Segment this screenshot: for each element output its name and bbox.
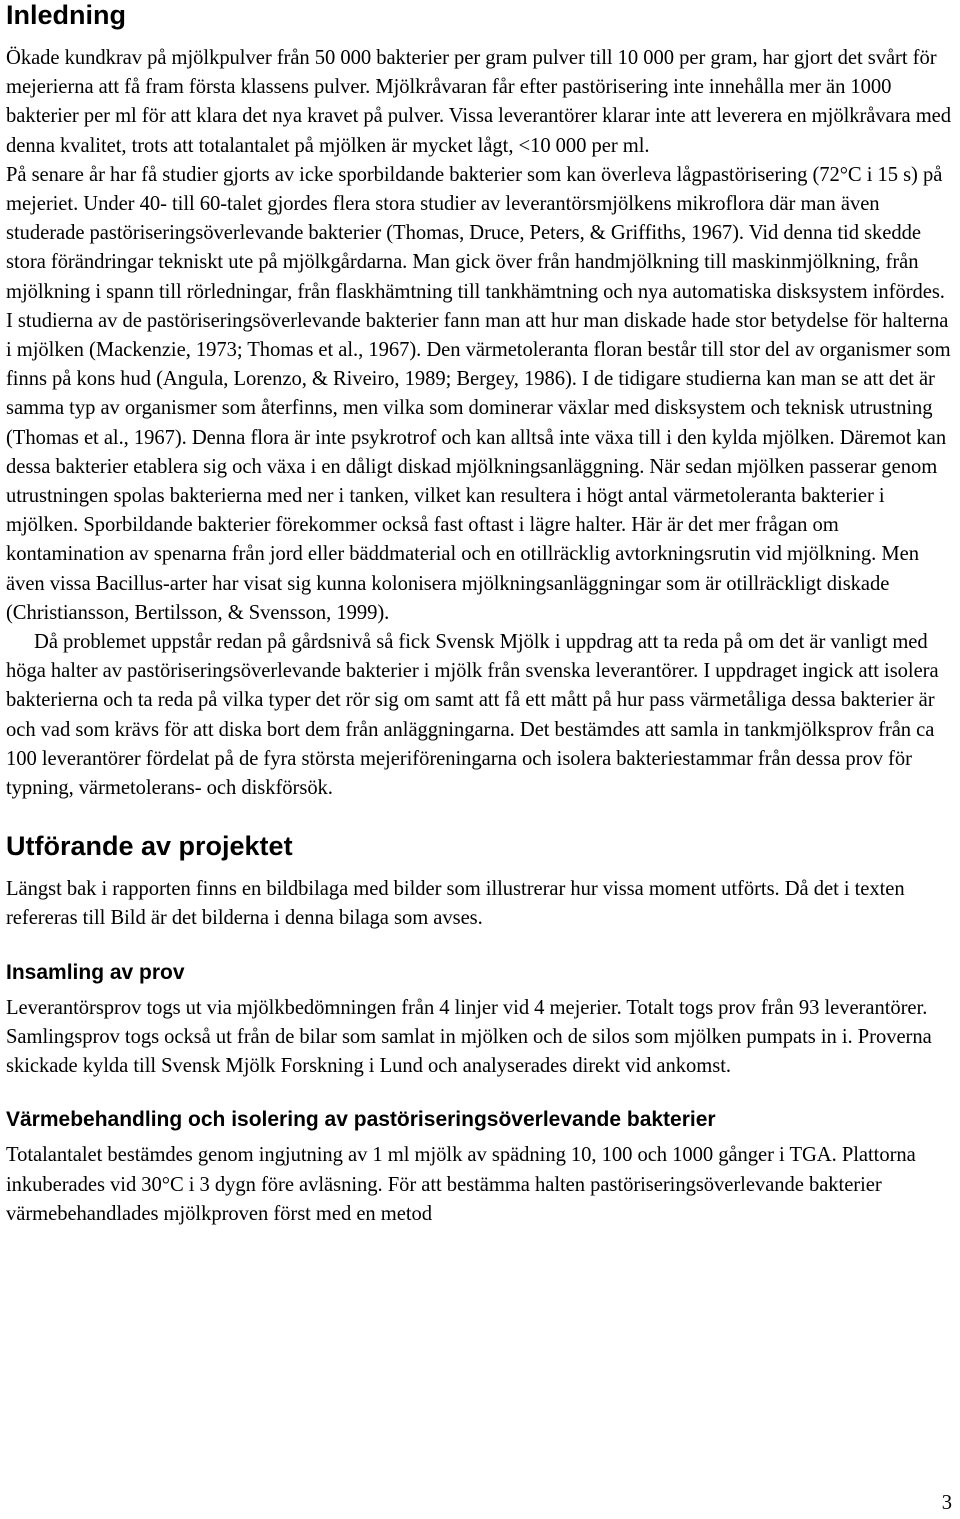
sampling-paragraph: Leverantörsprov togs ut via mjölkbedömningen från 4 linjer vid 4 mejerier. Totalt togs prov från 93 leverantörer. Samlingsprov togs också ut från de bilar som samlat in mjölken och de silos som mjölken pumpats in i. Proverna skickade kylda till Svensk Mjölk Forskning i Lund och analyserades direkt vid ankomst. bbox=[6, 996, 932, 1078]
heading-varmebehandling: Värmebehandling och isolering av pastöriseringsöverlevande bakterier bbox=[6, 1108, 716, 1132]
execution-paragraph: Längst bak i rapporten finns en bildbilaga med bilder som illustrerar hur vissa moment utförts. Då det i texten refereras till Bild är det bilderna i denna bilaga som avses. bbox=[6, 878, 905, 930]
heat-paragraph: Totalantalet bestämdes genom ingjutning av 1 ml mjölk av spädning 10, 100 och 1000 gånger i TGA. Plattorna inkuberades vid 30°C i 3 dygn före avläsning. För att bestämma halten pastöriseringsöverlevande bakterier värmebehandlades mjölkproven först med en metod bbox=[6, 1144, 916, 1225]
intro-paragraph-3: Då problemet uppstår redan på gårdsnivå så fick Svensk Mjölk i uppdrag att ta reda på om det är vanligt med höga halter av pastöriseringsöverlevande bakterier i mjölk från svenska leverantörer. I uppdraget ingick att isolera bakterierna och ta reda på vilka typer det rör sig om samt att få ett mått på hur pass värmetåliga dessa bakterier är och vad som krävs för att diska bort dem från anläggningarna. Det bestämdes att samla in tankmjölksprov från ca 100 leverantörer fördelat på de fyra största mejeriföreningarna och isolera bakteriestammar från dessa prov för typning, värmetolerans- och diskförsök. bbox=[6, 631, 939, 800]
intro-paragraph-1: Ökade kundkrav på mjölkpulver från 50 000 bakterier per gram pulver till 10 000 per gram, har gjort det svårt för mejerierna att få fram första klassens pulver. Mjölkråvaran får efter pastörisering inte innehålla mer än 1000 bakterier per ml för att klara det nya kravet på pulver. Vissa leverantörer klarar inte att leverera en mjölkråvara med denna kvalitet, trots att totalantalet på mjölken är mycket lågt, <10 000 per ml. bbox=[6, 47, 952, 157]
heading-inledning: Inledning bbox=[6, 0, 126, 30]
intro-paragraph-2: På senare år har få studier gjorts av icke sporbildande bakterier som kan överleva lågpastörisering (72°C i 15 s) på mejeriet. Under 40- till 60-talet gjordes flera stora studier av leverantörsmjölkens mikroflora där man även studerade pastöriseringsöverlevande bakterier (Thomas, Druce, Peters, & Griffiths, 1967). Vid denna tid skedde stora förändringar tekniskt ute på mjölkgårdarna. Man gick över från handmjölkning till maskinmjölkning, från mjölkning i spann till rörledningar, från flaskhämtning till tankhämtning och nya automatiska disksystem infördes. I studierna av de pastöriseringsöverlevande bakterier fann man att hur man diskade hade stor betydelse för halterna i mjölken (Mackenzie, 1973; Thomas et al., 1967). Den värmetoleranta floran består till stor del av organismer som finns på kons hud (Angula, Lorenzo, & Riveiro, 1989; Bergey, 1986). I de tidigare studierna kan man se att det är samma typ av organismer som återfinns, men vilka som dominerar växlar med disksystem och teknisk utrustning (Thomas et al., 1967). Denna flora är inte psykrotrof och kan alltså inte växa till i den kylda mjölken. Däremot kan dessa bakterier etablera sig och växa i en dåligt diskad mjölkningsanläggning. När sedan mjölken passerar genom utrustningen spolas bakterierna med ner i tanken, vilket kan resultera i högt antal värmetoleranta bakterier i mjölken. Sporbildande bakterier förekommer också fast oftast i lägre halter. Här är det mer frågan om kontamination av spenarna från jord eller bäddmaterial och en otillräcklig avtorkningsrutin vid mjölkning. Men även vissa Bacillus-arter har visat sig kunna kolonisera mjölkningsanläggningar som är otillräckligt diskade (Christiansson, Bertilsson, & Svensson, 1999). bbox=[6, 163, 951, 624]
heading-utforande: Utförande av projektet bbox=[6, 831, 293, 862]
page-number: 3 bbox=[941, 1492, 952, 1514]
heading-insamling: Insamling av prov bbox=[6, 960, 185, 984]
